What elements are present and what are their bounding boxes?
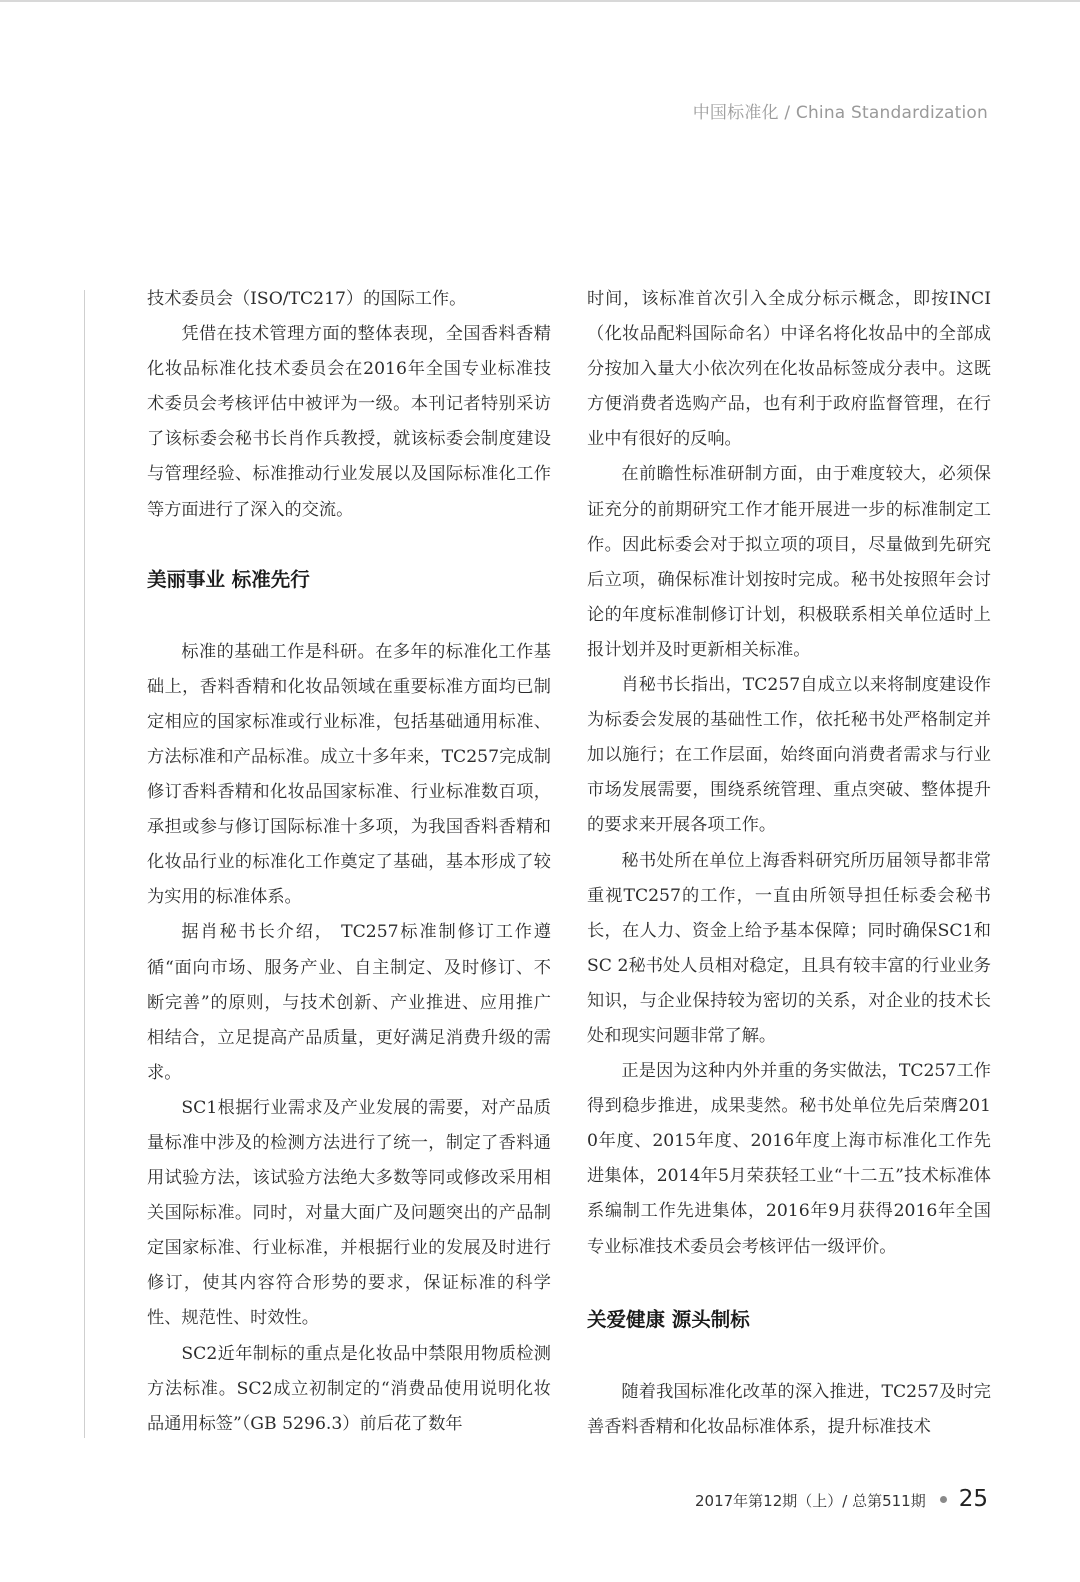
issue-info: 2017年第12期（上）/ 总第511期 [695,1492,926,1510]
paragraph: 时间，该标准首次引入全成分标示概念，即按INCI（化妆品配料国际命名）中译名将化妆品中的全部成分按加入量大小依次列在化妆品标签成分表中。这既方便消费者选购产品，也有利于政府监督管理，在行业中有很好的反响。 [587,289,991,450]
paragraph: 随着我国标准化改革的深入推进，TC257及时完善香料香精和化妆品标准体系，提升标准技术 [587,1381,991,1437]
bullet-dot-icon [940,1496,947,1503]
left-column [147,282,551,1442]
paragraph: 肖秘书长指出，TC257自成立以来将制度建设作为标委会发展的基础性工作，依托秘书处严格制定并加以施行；在工作层面，始终面向消费者需求与行业市场发展需要，围绕系统管理、重点突破、整体提升的要求来开展各项工作。 [587,675,991,836]
section-heading: 关爱健康 源头制标 [587,1307,750,1331]
right-column [587,282,991,1445]
top-border-rule [0,0,1080,2]
running-head: 中国标准化 / China Standardization [692,103,988,123]
left-margin-rule [84,290,85,1438]
paragraph: 标准的基础工作是科研。在多年的标准化工作基础上，香料香精和化妆品领域在重要标准方面均已制定相应的国家标准或行业标准，包括基础通用标准、方法标准和产品标准。成立十多年来，TC257完成制修订香料香精和化妆品国家标准、行业标准数百项，承担或参与修订国际标准十多项，为我国香料香精和化妆品行业的标准化工作奠定了基础，基本形成了较为实用的标准体系。 [147,641,551,908]
section-heading: 美丽事业 标准先行 [147,567,310,591]
paragraph: SC1根据行业需求及产业发展的需要，对产品质量标准中涉及的检测方法进行了统一，制定了香料通用试验方法，该试验方法绝大多数等同或修改采用相关国际标准。同时，对量大面广及问题突出的产品制定国家标准、行业标准，并根据行业的发展及时进行修订，使其内容符合形势的要求，保证标准的科学性、规范性、时效性。 [147,1097,551,1329]
paragraph: 技术委员会（ISO/TC217）的国际工作。 [147,289,467,309]
paragraph: 秘书处所在单位上海香料研究所历届领导都非常重视TC257的工作，一直由所领导担任标委会秘书长，在人力、资金上给予基本保障；同时确保SC1和SC 2秘书处人员相对稳定，且具有较丰富的行业业务知识，与企业保持较为密切的关系，对企业的技术长处和现实问题非常了解。 [587,850,991,1046]
paragraph: 据肖秘书长介绍， TC257标准制修订工作遵循“面向市场、服务产业、自主制定、及时修订、不断完善”的原则，与技术创新、产业推进、应用推广相结合，立足提高产品质量，更好满足消费升级的需求。 [147,922,551,1083]
paragraph: SC2近年制标的重点是化妆品中禁限用物质检测方法标准。SC2成立初制定的“消费品使用说明化妆品通用标签”（GB 5296.3）前后花了数年 [147,1343,551,1434]
page-number: 25 [958,1486,988,1512]
page-footer [695,1486,988,1512]
paragraph: 正是因为这种内外并重的务实做法，TC257工作得到稳步推进，成果斐然。秘书处单位先后荣膺2010年度、2015年度、2016年度上海市标准化工作先进集体，2014年5月荣获轻工业“十二五”技术标准体系编制工作先进集体，2016年9月获得2016年全国专业标准技术委员会考核评估一级评价。 [587,1061,991,1257]
paragraph: 凭借在技术管理方面的整体表现，全国香料香精化妆品标准化技术委员会在2016年全国专业标准技术委员会考核评估中被评为一级。本刊记者特别采访了该标委会秘书长肖作兵教授，就该标委会制度建设与管理经验、标准推动行业发展以及国际标准化工作等方面进行了深入的交流。 [147,324,551,520]
paragraph: 在前瞻性标准研制方面，由于难度较大，必须保证充分的前期研究工作才能开展进一步的标准制定工作。因此标委会对于拟立项的项目，尽量做到先研究后立项，确保标准计划按时完成。秘书处按照年会讨论的年度标准制修订计划，积极联系相关单位适时上报计划并及时更新相关标准。 [587,464,991,660]
